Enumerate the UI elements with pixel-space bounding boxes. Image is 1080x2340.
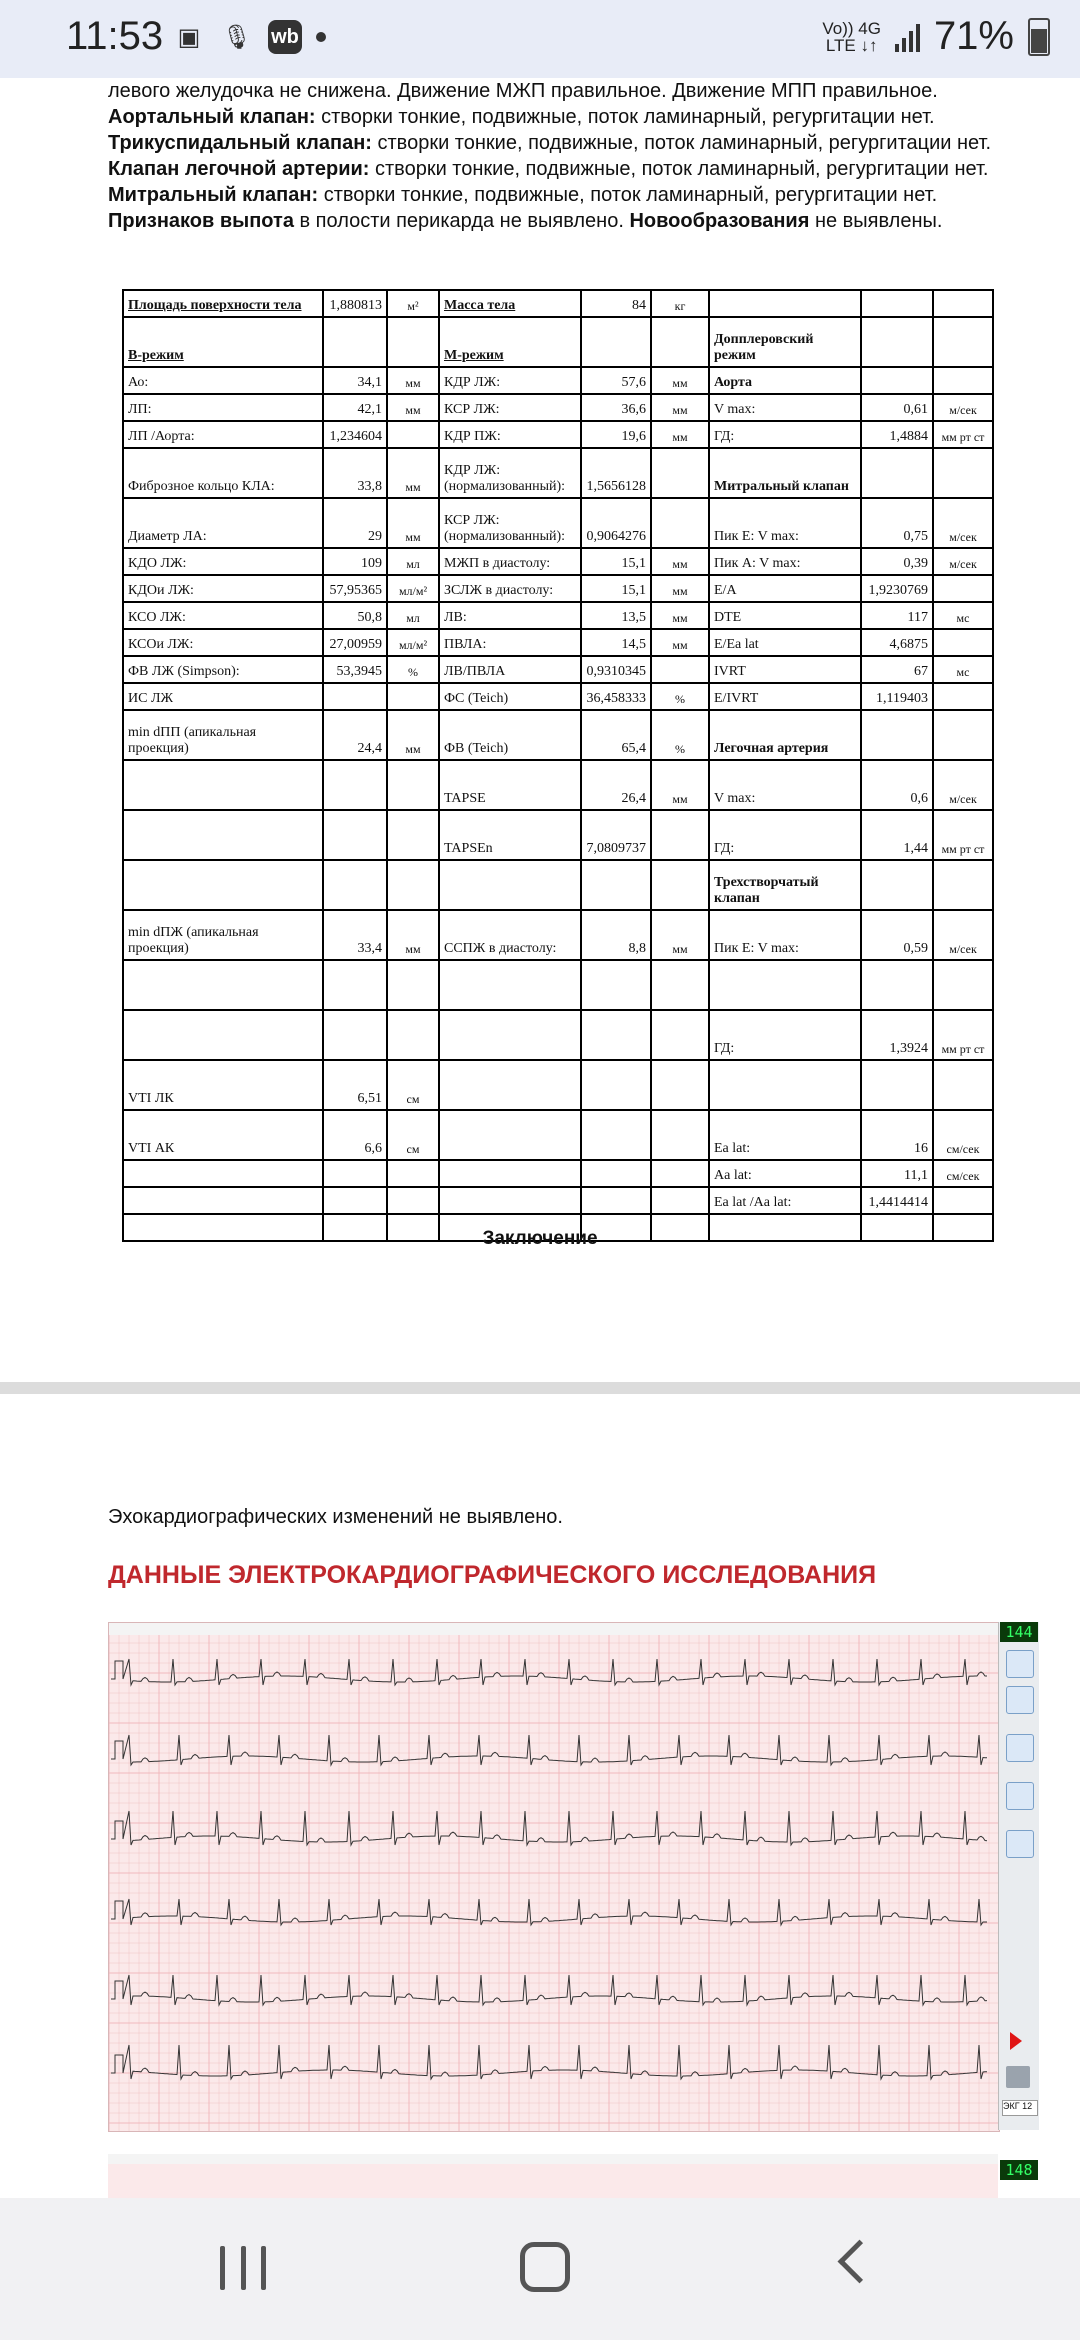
more-notifications-icon [316, 32, 326, 42]
lead-select[interactable]: ЭКГ 12 [1002, 2100, 1038, 2116]
table-cell: см [387, 1110, 439, 1160]
table-cell: мм [651, 910, 709, 960]
table-cell: Трехстворчатый клапан [709, 860, 861, 910]
table-cell [861, 448, 933, 498]
table-cell: ССПЖ в диастолу: [439, 910, 581, 960]
table-cell: min dПЖ (апикальная проекция) [123, 910, 323, 960]
table-cell [651, 1010, 709, 1060]
table-cell: КСР ЛЖ: (нормализованный): [439, 498, 581, 548]
status-right [822, 14, 1050, 59]
table-cell: ПВЛА: [439, 629, 581, 656]
table-cell [581, 317, 651, 367]
table-cell [651, 1060, 709, 1110]
table-cell [123, 1160, 323, 1187]
table-cell: мм рт ст [933, 810, 993, 860]
table-cell: 109 [323, 548, 387, 575]
table-cell: 1,3924 [861, 1010, 933, 1060]
table-cell [387, 760, 439, 810]
table-cell [439, 1060, 581, 1110]
ecg-tool-measure-icon[interactable] [1006, 1830, 1034, 1858]
table-cell [581, 1160, 651, 1187]
table-cell: мм [387, 710, 439, 760]
report-line: Признаков выпота в полости перикарда не выявлено. Новообразования не выявлены. [108, 210, 943, 232]
table-cell: 33,8 [323, 448, 387, 498]
table-cell [387, 960, 439, 1010]
table-cell: 4,6875 [861, 629, 933, 656]
table-row [123, 498, 993, 548]
table-cell [123, 860, 323, 910]
ecg-tool-edit-icon[interactable] [1006, 1782, 1034, 1810]
table-cell: мм [387, 498, 439, 548]
report-line: Аортальный клапан: створки тонкие, подвижные, поток ламинарный, регургитации нет. [108, 106, 935, 128]
table-cell: Митральный клапан [709, 448, 861, 498]
table-cell [387, 1160, 439, 1187]
table-cell [439, 1010, 581, 1060]
table-cell: 1,880813 [323, 290, 387, 317]
table-cell [439, 960, 581, 1010]
table-cell: мм [651, 421, 709, 448]
table-cell: ЛВ/ПВЛА [439, 656, 581, 683]
table-cell: VTI ЛК [123, 1060, 323, 1110]
table-cell: м/сек [933, 394, 993, 421]
table-cell: мл/м² [387, 629, 439, 656]
table-cell: 15,1 [581, 575, 651, 602]
table-cell [387, 421, 439, 448]
ecg-counter-second: 148 [1000, 2160, 1038, 2180]
table-cell: 26,4 [581, 760, 651, 810]
table-cell [581, 1060, 651, 1110]
ecg-tool-export-icon[interactable] [1006, 1734, 1034, 1762]
table-row [123, 960, 993, 1010]
table-cell: м/сек [933, 760, 993, 810]
table-cell: Аорта [709, 367, 861, 394]
table-cell: min dПП (апикальная проекция) [123, 710, 323, 760]
table-cell: 6,6 [323, 1110, 387, 1160]
table-cell: % [651, 710, 709, 760]
table-cell: 0,9064276 [581, 498, 651, 548]
table-cell [581, 1187, 651, 1214]
table-cell: 15,1 [581, 548, 651, 575]
table-cell: % [387, 656, 439, 683]
table-cell [439, 1110, 581, 1160]
table-row [123, 656, 993, 683]
table-cell [933, 960, 993, 1010]
echo-measurements-table [122, 289, 992, 1242]
table-cell: ГД: [709, 421, 861, 448]
table-cell [861, 1060, 933, 1110]
table-cell: 57,6 [581, 367, 651, 394]
table-cell: Ао: [123, 367, 323, 394]
table-cell: см/сек [933, 1160, 993, 1187]
table-cell: 8,8 [581, 910, 651, 960]
table-cell: E/IVRT [709, 683, 861, 710]
table-cell [861, 960, 933, 1010]
table-cell [933, 290, 993, 317]
table-cell: ГД: [709, 1010, 861, 1060]
report-line: левого желудочка не снижена. Движение МЖП правильное. Движение МПП правильное. [108, 80, 938, 102]
table-cell: КСО ЛЖ: [123, 602, 323, 629]
ecg-tool-image-icon[interactable] [1006, 1650, 1034, 1678]
table-cell: Ea lat /Aa lat: [709, 1187, 861, 1214]
table-cell: 1,234604 [323, 421, 387, 448]
table-cell: мс [933, 656, 993, 683]
table-cell [709, 290, 861, 317]
table-cell: мм [651, 760, 709, 810]
table-cell [933, 367, 993, 394]
table-cell: 42,1 [323, 394, 387, 421]
table-cell: мл [387, 548, 439, 575]
table-row [123, 1010, 993, 1060]
table-cell: 1,9230769 [861, 575, 933, 602]
table-row [123, 1110, 993, 1160]
table-cell: см [387, 1060, 439, 1110]
table-cell [861, 710, 933, 760]
table-cell: 34,1 [323, 367, 387, 394]
table-cell [933, 683, 993, 710]
table-cell: 57,95365 [323, 575, 387, 602]
table-cell: ЛП /Аорта: [123, 421, 323, 448]
table-cell: м/сек [933, 498, 993, 548]
table-cell: ГД: [709, 810, 861, 860]
mic-icon: 🎙 [221, 23, 253, 51]
table-cell: ЛП: [123, 394, 323, 421]
table-cell [439, 1160, 581, 1187]
table-cell: мм [387, 448, 439, 498]
table-cell: мм [651, 629, 709, 656]
table-cell [387, 683, 439, 710]
table-cell [709, 1060, 861, 1110]
table-cell: мм [387, 910, 439, 960]
table-cell: Легочная артерия [709, 710, 861, 760]
table-cell: 0,9310345 [581, 656, 651, 683]
table-cell: мм [651, 367, 709, 394]
table-cell: 13,5 [581, 602, 651, 629]
table-cell: 65,4 [581, 710, 651, 760]
table-cell: м² [387, 290, 439, 317]
table-cell: 0,75 [861, 498, 933, 548]
table-cell: мл/м² [387, 575, 439, 602]
table-cell [933, 1187, 993, 1214]
table-row [123, 394, 993, 421]
table-row [123, 575, 993, 602]
table-row [123, 1060, 993, 1110]
report-line: Митральный клапан: створки тонкие, подвижные, поток ламинарный, регургитации нет. [108, 184, 938, 206]
table-cell: ФВ (Teich) [439, 710, 581, 760]
table-row [123, 860, 993, 910]
table-cell: B-режим [123, 317, 323, 367]
table-cell: мм рт ст [933, 421, 993, 448]
table-cell [861, 860, 933, 910]
conclusion-text: Эхокардиографических изменений не выявлено. [108, 1506, 563, 1528]
play-icon[interactable] [1010, 2032, 1022, 2050]
ecg-image [108, 1622, 1000, 2132]
table-cell [651, 960, 709, 1010]
table-cell: м/сек [933, 548, 993, 575]
table-cell [323, 317, 387, 367]
table-cell [323, 1010, 387, 1060]
table-cell: 50,8 [323, 602, 387, 629]
table-row [123, 1187, 993, 1214]
table-cell [861, 367, 933, 394]
table-cell: м/сек [933, 910, 993, 960]
report-text [108, 78, 1008, 234]
table-cell: 1,119403 [861, 683, 933, 710]
table-cell: 0,61 [861, 394, 933, 421]
table-cell: 117 [861, 602, 933, 629]
table-cell: кг [651, 290, 709, 317]
report-line: Трикуспидальный клапан: створки тонкие, подвижные, поток ламинарный, регургитации нет. [108, 132, 992, 154]
table-cell: V max: [709, 760, 861, 810]
table-cell: 14,5 [581, 629, 651, 656]
ecg-second-header [108, 2154, 998, 2164]
table-cell: мм [387, 367, 439, 394]
table-cell [651, 860, 709, 910]
table-cell: E/A [709, 575, 861, 602]
table-cell: 19,6 [581, 421, 651, 448]
table-cell: 6,51 [323, 1060, 387, 1110]
table-cell [933, 710, 993, 760]
table-cell: мм [651, 575, 709, 602]
table-row [123, 1160, 993, 1187]
table-cell [933, 575, 993, 602]
table-cell: КДОи ЛЖ: [123, 575, 323, 602]
table-cell: КСОи ЛЖ: [123, 629, 323, 656]
table-cell: мс [933, 602, 993, 629]
table-cell: КДО ЛЖ: [123, 548, 323, 575]
table-cell [933, 1060, 993, 1110]
recent-apps-icon[interactable] [220, 2246, 266, 2290]
table-cell: 1,44 [861, 810, 933, 860]
table-cell: ЛВ: [439, 602, 581, 629]
table-cell: 27,00959 [323, 629, 387, 656]
table-row [123, 317, 993, 367]
table-cell: мм [651, 394, 709, 421]
table-cell [651, 1160, 709, 1187]
table-cell: Ea lat: [709, 1110, 861, 1160]
battery-percent: 71% [933, 14, 1014, 58]
table-cell: 33,4 [323, 910, 387, 960]
table-cell [709, 960, 861, 1010]
table-cell: 1,5656128 [581, 448, 651, 498]
table-cell: VTI АК [123, 1110, 323, 1160]
table-row [123, 810, 993, 860]
table-row [123, 548, 993, 575]
ecg-counter: 144 [1000, 1622, 1038, 1642]
table-cell: ИС ЛЖ [123, 683, 323, 710]
table-cell [387, 860, 439, 910]
table-cell [581, 960, 651, 1010]
save-icon[interactable] [1006, 2066, 1030, 2088]
table-cell: ЗСЛЖ в диастолу: [439, 575, 581, 602]
table-cell: Фиброзное кольцо КЛА: [123, 448, 323, 498]
table-cell [387, 1187, 439, 1214]
ecg-tool-gallery-icon[interactable] [1006, 1686, 1034, 1714]
table-row [123, 760, 993, 810]
table-cell: Пик E: V max: [709, 498, 861, 548]
status-time: 11:53 [66, 14, 164, 58]
conclusion-title: Заключение [482, 1228, 598, 1249]
table-row [123, 448, 993, 498]
table-row [123, 710, 993, 760]
table-cell: Пик E: V max: [709, 910, 861, 960]
table-cell [933, 860, 993, 910]
report-line: Клапан легочной артерии: створки тонкие, подвижные, поток ламинарный, регургитации нет. [108, 158, 989, 180]
navigation-bar [0, 2198, 1080, 2340]
table-cell [323, 683, 387, 710]
table-cell [439, 860, 581, 910]
table-cell [861, 290, 933, 317]
table-cell: 53,3945 [323, 656, 387, 683]
table-cell: IVRT [709, 656, 861, 683]
table-cell [387, 1010, 439, 1060]
table-cell [651, 1110, 709, 1160]
signal-icon [895, 22, 920, 52]
table-cell [581, 1110, 651, 1160]
table-cell [323, 760, 387, 810]
table-cell: 29 [323, 498, 387, 548]
table-cell: 1,4884 [861, 421, 933, 448]
ecg-section-title: ДАННЫЕ ЭЛЕКТРОКАРДИОГРАФИЧЕСКОГО ИССЛЕДОВАНИЯ [108, 1561, 877, 1589]
table-cell: КДР ЛЖ: [439, 367, 581, 394]
table-cell: % [651, 683, 709, 710]
table-cell: Допплеровский режим [709, 317, 861, 367]
back-icon[interactable] [838, 2240, 882, 2284]
table-cell: 67 [861, 656, 933, 683]
table-cell [323, 860, 387, 910]
table-cell [123, 760, 323, 810]
table-cell: М-режим [439, 317, 581, 367]
table-cell [387, 810, 439, 860]
battery-icon [1028, 18, 1050, 56]
table-cell: Пик A: V max: [709, 548, 861, 575]
table-cell [387, 317, 439, 367]
table-row [123, 421, 993, 448]
table-cell: 7,0809737 [581, 810, 651, 860]
table-cell: 0,39 [861, 548, 933, 575]
table-cell: Aa lat: [709, 1160, 861, 1187]
table-cell: мм [651, 602, 709, 629]
table-cell [323, 1160, 387, 1187]
table-cell: V max: [709, 394, 861, 421]
table-cell: 16 [861, 1110, 933, 1160]
table-cell [933, 629, 993, 656]
table-cell: Площадь поверхности тела [123, 290, 323, 317]
table-cell [581, 860, 651, 910]
table-cell [123, 960, 323, 1010]
table-row [123, 683, 993, 710]
table-cell: 36,458333 [581, 683, 651, 710]
table-row [123, 910, 993, 960]
table-row [123, 290, 993, 317]
table-cell [323, 810, 387, 860]
wb-app-icon: wb [268, 20, 302, 54]
table-cell: Масса тела [439, 290, 581, 317]
status-bar [0, 0, 1080, 78]
table-cell: 0,59 [861, 910, 933, 960]
notification-icons [172, 20, 326, 54]
home-icon[interactable] [520, 2242, 570, 2292]
table-cell [439, 1187, 581, 1214]
table-cell [651, 810, 709, 860]
table-cell: 24,4 [323, 710, 387, 760]
table-cell: ФВ ЛЖ (Simpson): [123, 656, 323, 683]
image-icon: ▣ [177, 23, 201, 51]
table-cell: 1,4414414 [861, 1187, 933, 1214]
table-cell: 84 [581, 290, 651, 317]
table-cell: КДР ЛЖ: (нормализованный): [439, 448, 581, 498]
page-divider [0, 1382, 1080, 1394]
table-cell [123, 1010, 323, 1060]
table-cell [323, 960, 387, 1010]
table-cell: КСР ЛЖ: [439, 394, 581, 421]
table-cell [581, 1010, 651, 1060]
table-cell: мм [651, 548, 709, 575]
table-cell: МЖП в диастолу: [439, 548, 581, 575]
table-cell: 11,1 [861, 1160, 933, 1187]
table-cell: мм [387, 394, 439, 421]
table-cell [651, 656, 709, 683]
table-cell: ФС (Teich) [439, 683, 581, 710]
table-cell: мм рт ст [933, 1010, 993, 1060]
table-cell [651, 448, 709, 498]
table-cell [861, 317, 933, 367]
network-icon: Vo)) 4G LTE ↓↑ [822, 18, 881, 55]
table-cell [651, 1187, 709, 1214]
table-cell: 0,6 [861, 760, 933, 810]
table-cell: КДР ПЖ: [439, 421, 581, 448]
ecg-traces [109, 1623, 999, 2131]
table-row [123, 629, 993, 656]
table-cell [933, 317, 993, 367]
table-cell: E/Ea lat [709, 629, 861, 656]
table-cell: 36,6 [581, 394, 651, 421]
table-cell [123, 1187, 323, 1214]
table-cell [933, 448, 993, 498]
table-cell: Диаметр ЛА: [123, 498, 323, 548]
table-cell [651, 498, 709, 548]
table-cell [123, 810, 323, 860]
table-cell: TAPSE [439, 760, 581, 810]
table-row [123, 602, 993, 629]
table-cell: мл [387, 602, 439, 629]
ecg-header-strip [109, 1623, 999, 1635]
table-cell: см/сек [933, 1110, 993, 1160]
table-cell [651, 317, 709, 367]
table-cell [323, 1187, 387, 1214]
table-cell: TAPSEn [439, 810, 581, 860]
table-row [123, 367, 993, 394]
table-cell: DTE [709, 602, 861, 629]
